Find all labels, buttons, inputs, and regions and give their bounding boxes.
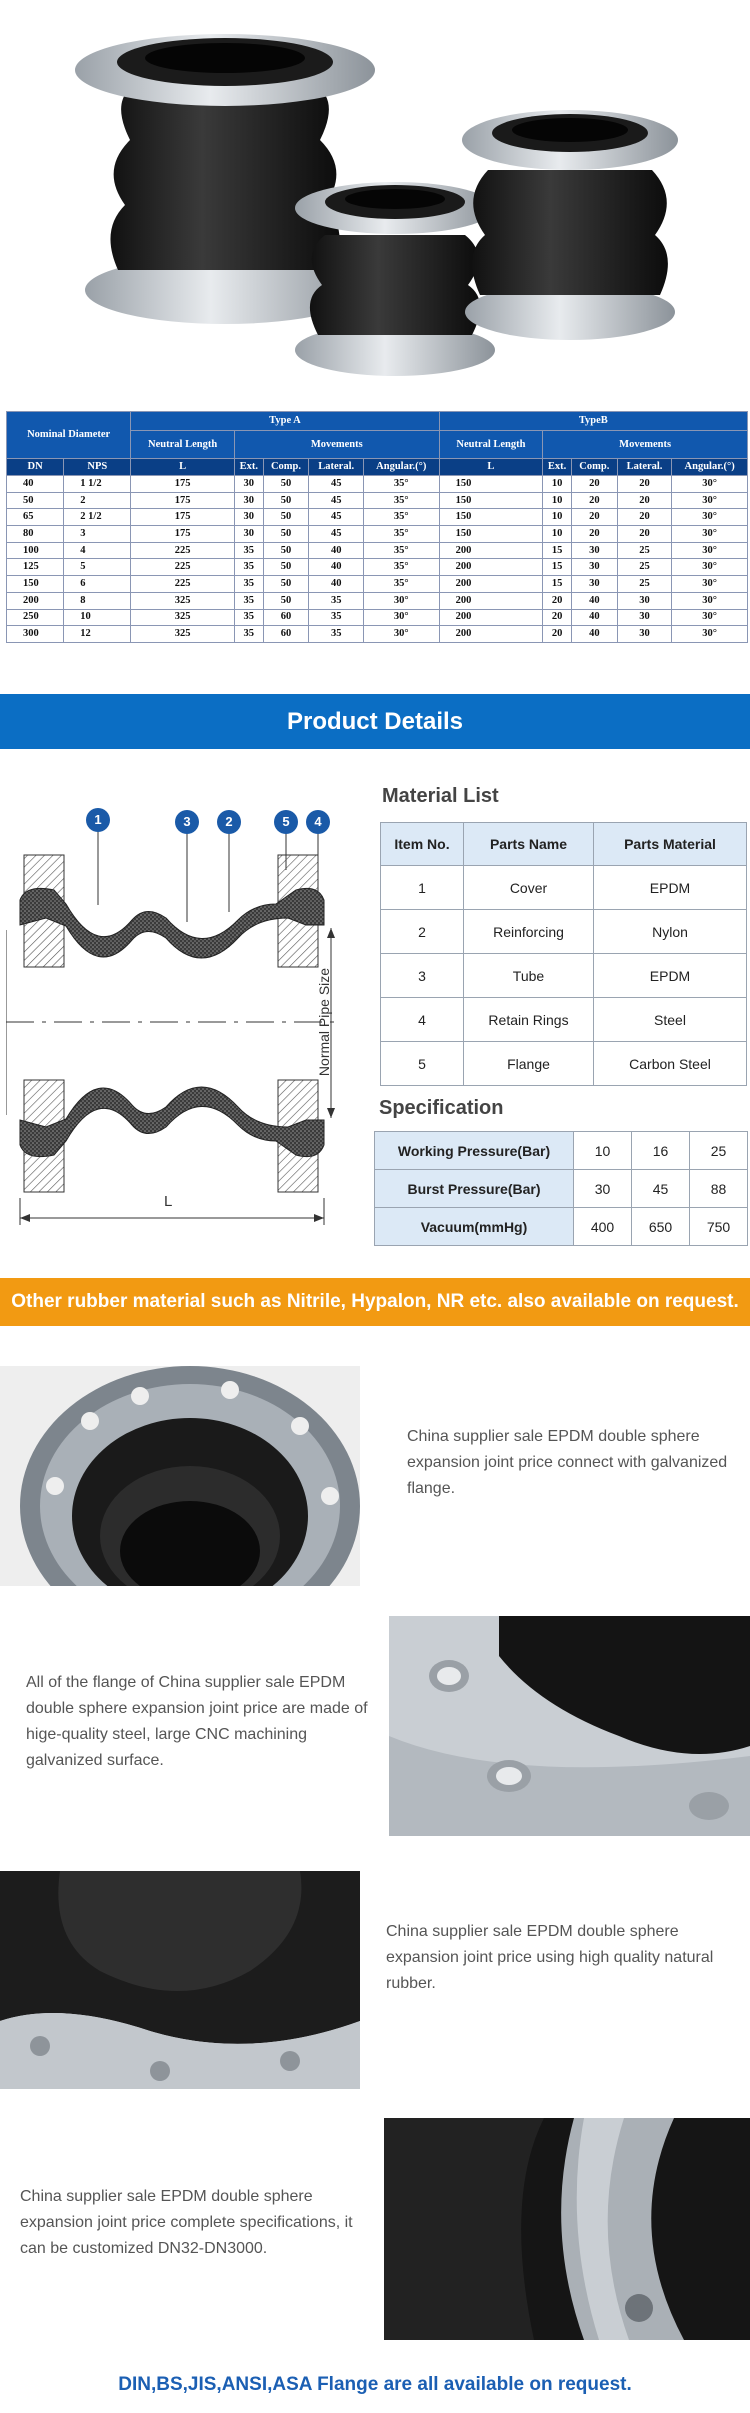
material-row <box>381 1042 747 1086</box>
material-list-table <box>380 822 747 1086</box>
dimension-cell: 150 <box>7 576 64 593</box>
dimension-cell: 40 <box>309 576 364 593</box>
feature-text-4: China supplier sale EPDM double sphere expansion joint price complete specifications, it can be customized DN32-DN3000. <box>20 2188 353 2257</box>
dimension-cell: 50 <box>263 509 309 526</box>
technical-drawing <box>6 800 336 1230</box>
specification-body <box>375 1132 748 1246</box>
material-cell: Flange <box>464 1042 594 1086</box>
medium-joint-graphic <box>462 110 678 340</box>
dimension-cell: 30 <box>571 576 617 593</box>
dimension-cell: 35° <box>363 576 439 593</box>
dimension-cell: 50 <box>263 559 309 576</box>
dimension-cell: 3 <box>64 526 131 543</box>
callout-3: 3 <box>175 810 199 834</box>
dimension-cell: 30 <box>617 609 672 626</box>
callout-1: 1 <box>86 808 110 832</box>
dimension-cell: 60 <box>263 626 309 643</box>
dimension-cell: 20 <box>617 476 672 493</box>
dimension-cell: 40 <box>309 559 364 576</box>
header-ext-b: Ext. <box>543 459 572 476</box>
dimension-row <box>7 626 748 643</box>
dimension-cell: 125 <box>7 559 64 576</box>
dimension-cell: 30° <box>672 542 748 559</box>
dimension-cell: 30° <box>672 576 748 593</box>
dimension-cell: 10 <box>543 509 572 526</box>
material-cell: 3 <box>381 954 464 998</box>
dimension-cell: 35 <box>234 609 263 626</box>
specification-value: 30 <box>574 1170 632 1208</box>
dimension-cell: 20 <box>617 526 672 543</box>
dimension-cell: 35 <box>234 626 263 643</box>
header-l-b: L <box>439 459 543 476</box>
dimension-cell: 200 <box>439 576 543 593</box>
specification-value: 650 <box>632 1208 690 1246</box>
dimension-cell: 200 <box>7 592 64 609</box>
dimension-row <box>7 542 748 559</box>
dimension-row <box>7 526 748 543</box>
specification-label: Working Pressure(Bar) <box>375 1132 574 1170</box>
dimension-cell: 225 <box>131 559 235 576</box>
callout-4: 4 <box>306 810 330 834</box>
material-cell: Reinforcing <box>464 910 594 954</box>
dimension-table-body <box>7 476 748 643</box>
dimension-cell: 50 <box>263 526 309 543</box>
dimension-cell: 35 <box>234 592 263 609</box>
header-lateral-b: Lateral. <box>617 459 672 476</box>
material-row <box>381 954 747 998</box>
feature-text-2: All of the flange of China supplier sale EPDM double sphere expansion joint price are made of hige-quality steel, large CNC machining galvanized surface. <box>26 1674 368 1769</box>
dimension-cell: 20 <box>543 592 572 609</box>
dimension-cell: 150 <box>439 476 543 493</box>
dimension-cell: 45 <box>309 526 364 543</box>
dimension-cell: 20 <box>543 626 572 643</box>
dimension-cell: 35° <box>363 542 439 559</box>
material-header-name: Parts Name <box>464 823 594 866</box>
dimension-cell: 175 <box>131 476 235 493</box>
feature-photo-rubber-body <box>0 1871 360 2089</box>
dimension-cell: 45 <box>309 476 364 493</box>
dimension-cell: 300 <box>7 626 64 643</box>
material-cell: Tube <box>464 954 594 998</box>
dimension-cell: 175 <box>131 492 235 509</box>
header-ext-a: Ext. <box>234 459 263 476</box>
dimension-cell: 40 <box>571 609 617 626</box>
material-cell: 1 <box>381 866 464 910</box>
specification-value: 16 <box>632 1132 690 1170</box>
dimension-table <box>6 411 748 643</box>
dimension-cell: 30° <box>672 609 748 626</box>
dimension-cell: 8 <box>64 592 131 609</box>
small-joint-graphic <box>295 182 495 376</box>
dimension-cell: 150 <box>439 509 543 526</box>
header-dn: DN <box>7 459 64 476</box>
header-neutral-length-a: Neutral Length <box>131 431 235 459</box>
dimension-cell: 4 <box>64 542 131 559</box>
dimension-cell: 150 <box>439 526 543 543</box>
specification-value: 400 <box>574 1208 632 1246</box>
dimension-cell: 20 <box>617 509 672 526</box>
specification-value: 45 <box>632 1170 690 1208</box>
dimension-cell: 40 <box>571 592 617 609</box>
specification-row <box>375 1170 748 1208</box>
feature-photo-flange-marking <box>384 2118 750 2340</box>
dimension-cell: 30 <box>234 492 263 509</box>
dimension-cell: 200 <box>439 542 543 559</box>
header-lateral-a: Lateral. <box>309 459 364 476</box>
dimension-cell: 30 <box>234 509 263 526</box>
header-angular-a: Angular.(°) <box>363 459 439 476</box>
dimension-cell: 50 <box>263 576 309 593</box>
dimension-cell: 30 <box>617 592 672 609</box>
product-hero-image <box>0 0 750 405</box>
dimension-label-l: L <box>164 1193 173 1210</box>
material-header-item: Item No. <box>381 823 464 866</box>
dimension-row <box>7 609 748 626</box>
dimension-cell: 35 <box>309 592 364 609</box>
dimension-cell: 50 <box>263 542 309 559</box>
dimension-cell: 2 <box>64 492 131 509</box>
specification-label: Burst Pressure(Bar) <box>375 1170 574 1208</box>
dimension-cell: 35 <box>234 542 263 559</box>
header-movements-a: Movements <box>234 431 439 459</box>
dimension-cell: 40 <box>7 476 64 493</box>
specification-title: Specification <box>379 1097 504 1119</box>
dimension-cell: 30° <box>672 592 748 609</box>
rubber-material-banner: Other rubber material such as Nitrile, Hypalon, NR etc. also available on request. <box>0 1278 750 1326</box>
dimension-cell: 35° <box>363 559 439 576</box>
header-nps: NPS <box>64 459 131 476</box>
dimension-cell: 200 <box>439 626 543 643</box>
dimension-cell: 150 <box>439 492 543 509</box>
dimension-cell: 50 <box>7 492 64 509</box>
dimension-cell: 35 <box>234 559 263 576</box>
dimension-cell: 200 <box>439 592 543 609</box>
feature-photo-flange-front <box>0 1366 360 1586</box>
header-type-a: Type A <box>131 412 439 431</box>
dimension-cell: 30° <box>672 559 748 576</box>
dimension-cell: 5 <box>64 559 131 576</box>
header-movements-b: Movements <box>543 431 748 459</box>
callout-5: 5 <box>274 810 298 834</box>
material-cell: 4 <box>381 998 464 1042</box>
header-angular-b: Angular.(°) <box>672 459 748 476</box>
dimension-cell: 20 <box>571 476 617 493</box>
specification-label: Vacuum(mmHg) <box>375 1208 574 1246</box>
dimension-cell: 50 <box>263 476 309 493</box>
dimension-cell: 10 <box>543 526 572 543</box>
dimension-cell: 45 <box>309 492 364 509</box>
dimension-cell: 30° <box>363 609 439 626</box>
dimension-cell: 80 <box>7 526 64 543</box>
dimension-cell: 100 <box>7 542 64 559</box>
material-cell: Steel <box>594 998 747 1042</box>
feature-text-1: China supplier sale EPDM double sphere expansion joint price connect with galvanized flange. <box>407 1428 728 1497</box>
material-cell: Carbon Steel <box>594 1042 747 1086</box>
material-cell: 2 <box>381 910 464 954</box>
callout-2: 2 <box>217 810 241 834</box>
dimension-cell: 325 <box>131 609 235 626</box>
dimension-cell: 6 <box>64 576 131 593</box>
dimension-cell: 20 <box>617 492 672 509</box>
dimension-cell: 15 <box>543 559 572 576</box>
dimension-cell: 15 <box>543 542 572 559</box>
dimension-cell: 200 <box>439 609 543 626</box>
feature-photo-flange-machined <box>389 1616 750 1836</box>
material-cell: Nylon <box>594 910 747 954</box>
dimension-cell: 15 <box>543 576 572 593</box>
dimension-cell: 35 <box>309 609 364 626</box>
specification-value: 88 <box>690 1170 748 1208</box>
dimension-cell: 225 <box>131 542 235 559</box>
material-list-title: Material List <box>382 785 499 807</box>
dimension-cell: 250 <box>7 609 64 626</box>
dimension-cell: 50 <box>263 592 309 609</box>
dimension-cell: 35° <box>363 476 439 493</box>
flange-standards-note: DIN,BS,JIS,ANSI,ASA Flange are all available on request. <box>118 2374 632 2395</box>
material-list-body <box>381 866 747 1086</box>
dimension-cell: 60 <box>263 609 309 626</box>
specification-row <box>375 1208 748 1246</box>
feature-text-3: China supplier sale EPDM double sphere expansion joint price using high quality natural rubber. <box>386 1923 714 1992</box>
dimension-cell: 30 <box>617 626 672 643</box>
material-header-material: Parts Material <box>594 823 747 866</box>
dimension-cell: 35° <box>363 492 439 509</box>
dimension-row <box>7 476 748 493</box>
dimension-cell: 10 <box>543 476 572 493</box>
dimension-cell: 325 <box>131 626 235 643</box>
dimension-cell: 30 <box>234 526 263 543</box>
dimension-cell: 20 <box>571 526 617 543</box>
dimension-row <box>7 592 748 609</box>
dimension-cell: 40 <box>571 626 617 643</box>
dimension-cell: 50 <box>263 492 309 509</box>
material-row <box>381 866 747 910</box>
dimension-cell: 325 <box>131 592 235 609</box>
dimension-row <box>7 576 748 593</box>
product-details-banner: Product Details <box>0 694 750 749</box>
dimension-cell: 30° <box>672 492 748 509</box>
dimension-cell: 10 <box>543 492 572 509</box>
material-row <box>381 910 747 954</box>
dimension-row <box>7 509 748 526</box>
material-cell: Retain Rings <box>464 998 594 1042</box>
dimension-cell: 30 <box>571 542 617 559</box>
dimension-cell: 35 <box>309 626 364 643</box>
dimension-row <box>7 492 748 509</box>
dimension-cell: 30° <box>672 526 748 543</box>
dimension-cell: 35° <box>363 526 439 543</box>
material-cell: Cover <box>464 866 594 910</box>
header-comp-b: Comp. <box>571 459 617 476</box>
dimension-cell: 30° <box>363 592 439 609</box>
dimension-cell: 30 <box>571 559 617 576</box>
material-row <box>381 998 747 1042</box>
dimension-cell: 175 <box>131 509 235 526</box>
material-cell: EPDM <box>594 866 747 910</box>
specification-value: 750 <box>690 1208 748 1246</box>
dimension-row <box>7 559 748 576</box>
dimension-cell: 25 <box>617 576 672 593</box>
header-type-b: TypeB <box>439 412 747 431</box>
dimension-cell: 10 <box>64 609 131 626</box>
dimension-cell: 12 <box>64 626 131 643</box>
dimension-cell: 35 <box>234 576 263 593</box>
dimension-cell: 30° <box>672 626 748 643</box>
dimension-cell: 20 <box>543 609 572 626</box>
dimension-cell: 30° <box>363 626 439 643</box>
header-comp-a: Comp. <box>263 459 309 476</box>
dimension-cell: 65 <box>7 509 64 526</box>
dimension-cell: 30° <box>672 476 748 493</box>
header-neutral-length-b: Neutral Length <box>439 431 543 459</box>
dimension-cell: 35° <box>363 509 439 526</box>
specification-value: 10 <box>574 1132 632 1170</box>
header-l-a: L <box>131 459 235 476</box>
specification-table <box>374 1131 748 1246</box>
dimension-cell: 40 <box>309 542 364 559</box>
dimension-cell: 175 <box>131 526 235 543</box>
dimension-cell: 30 <box>234 476 263 493</box>
dimension-cell: 30° <box>672 509 748 526</box>
dimension-cell: 225 <box>131 576 235 593</box>
dimension-cell: 2 1/2 <box>64 509 131 526</box>
normal-pipe-size-label: Normal Pipe Size <box>316 967 332 1077</box>
header-nominal-diameter: Nominal Diameter <box>7 412 131 459</box>
dimension-cell: 20 <box>571 492 617 509</box>
specification-value: 25 <box>690 1132 748 1170</box>
specification-row <box>375 1132 748 1170</box>
dimension-cell: 1 1/2 <box>64 476 131 493</box>
dimension-cell: 20 <box>571 509 617 526</box>
dimension-cell: 25 <box>617 542 672 559</box>
dimension-cell: 45 <box>309 509 364 526</box>
dimension-cell: 25 <box>617 559 672 576</box>
material-cell: EPDM <box>594 954 747 998</box>
dimension-cell: 200 <box>439 559 543 576</box>
material-cell: 5 <box>381 1042 464 1086</box>
